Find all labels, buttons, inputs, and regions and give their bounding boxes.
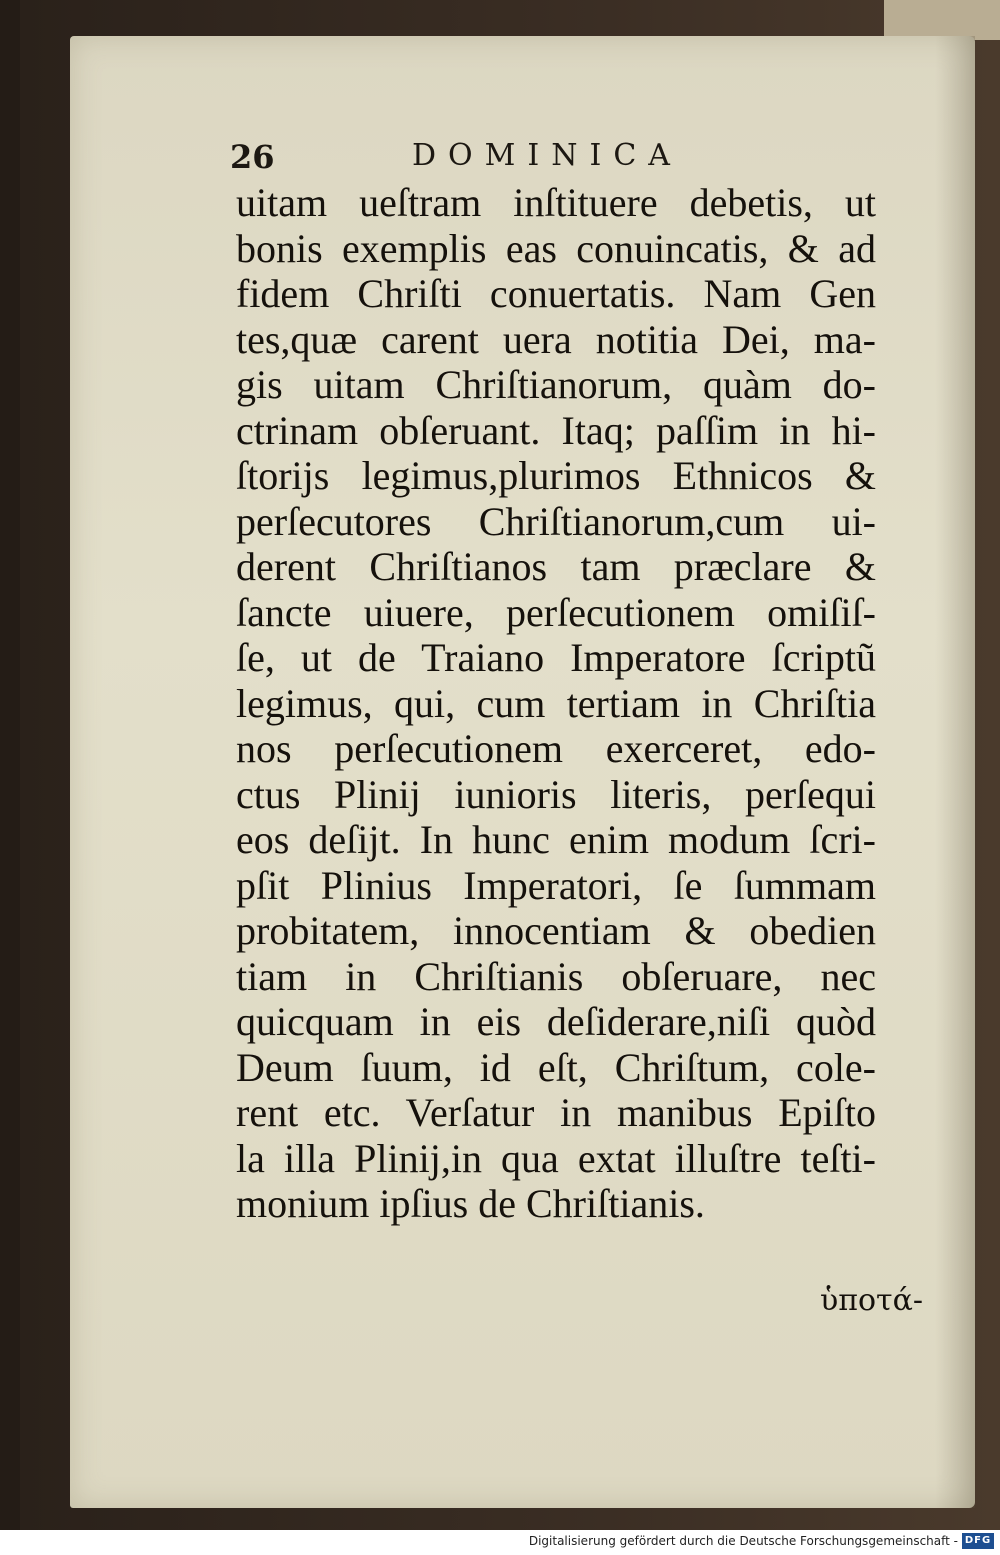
text-line: derent Chriſtianos tam præclare & (236, 544, 876, 589)
text-line: ctrinam obſeruant. Itaq; paſſim in hi- (236, 407, 876, 453)
text-line: ctus Plinij iunioris literis, perſequi (236, 771, 876, 817)
adjacent-page-edge (884, 0, 1000, 40)
text-line: quicquam in eis deſiderare,niſi quòd (236, 999, 876, 1044)
page-gutter-shade (935, 36, 975, 1508)
text-line: rent etc. Verſatur in manibus Epiſto (236, 1090, 876, 1135)
text-line: fidem Chriſti conuertatis. Nam Gen (236, 271, 876, 316)
text-line: monium ipſius de Chriſtianis. (236, 1181, 705, 1226)
footer-bar (0, 1530, 1000, 1555)
text-line: nos perſecutionem exerceret, edo- (236, 726, 876, 771)
text-line: Deum ſuum, id eſt, Chriſtum, cole- (236, 1044, 876, 1090)
text-line: probitatem, innocentiam & obedien (236, 908, 876, 953)
text-line: tiam in Chriſtianis obſeruare, nec (236, 953, 876, 999)
text-line: tes,quæ carent uera notitia Dei, ma- (236, 316, 876, 362)
text-line: bonis exemplis eas conuincatis, & ad (236, 225, 876, 271)
text-line: gis uitam Chriſtianorum, quàm do- (236, 362, 876, 407)
running-head-title: DOMINICA (412, 138, 682, 173)
body-text (236, 180, 876, 1227)
text-line: uitam ueſtram inſtituere debetis, ut (236, 180, 876, 225)
text-line: perſecutores Chriſtianorum,cum ui- (236, 498, 876, 544)
text-line: ſtorijs legimus,plurimos Ethnicos & (236, 453, 876, 498)
text-line: eos deſijt. In hunc enim modum ſcri- (236, 817, 876, 862)
text-line: ſe, ut de Traiano Imperatore ſcriptũ (236, 635, 876, 680)
dfg-logo: DFG (962, 1533, 994, 1549)
text-line: pſit Plinius Imperatori, ſe ſummam (236, 862, 876, 908)
text-line: la illa Plinij,in qua extat illuſtre teſti- (236, 1135, 876, 1181)
running-head (230, 130, 870, 180)
catchword: ὑποτά- (820, 1283, 924, 1318)
text-line: legimus, qui, cum tertiam in Chriſtia (236, 680, 876, 726)
page-number: 26 (230, 138, 275, 176)
funding-credit: Digitalisierung gefördert durch die Deutsche Forschungsgemeinschaft - (528, 1534, 958, 1548)
text-line: ſancte uiuere, perſecutionem omiſiſ- (236, 589, 876, 635)
